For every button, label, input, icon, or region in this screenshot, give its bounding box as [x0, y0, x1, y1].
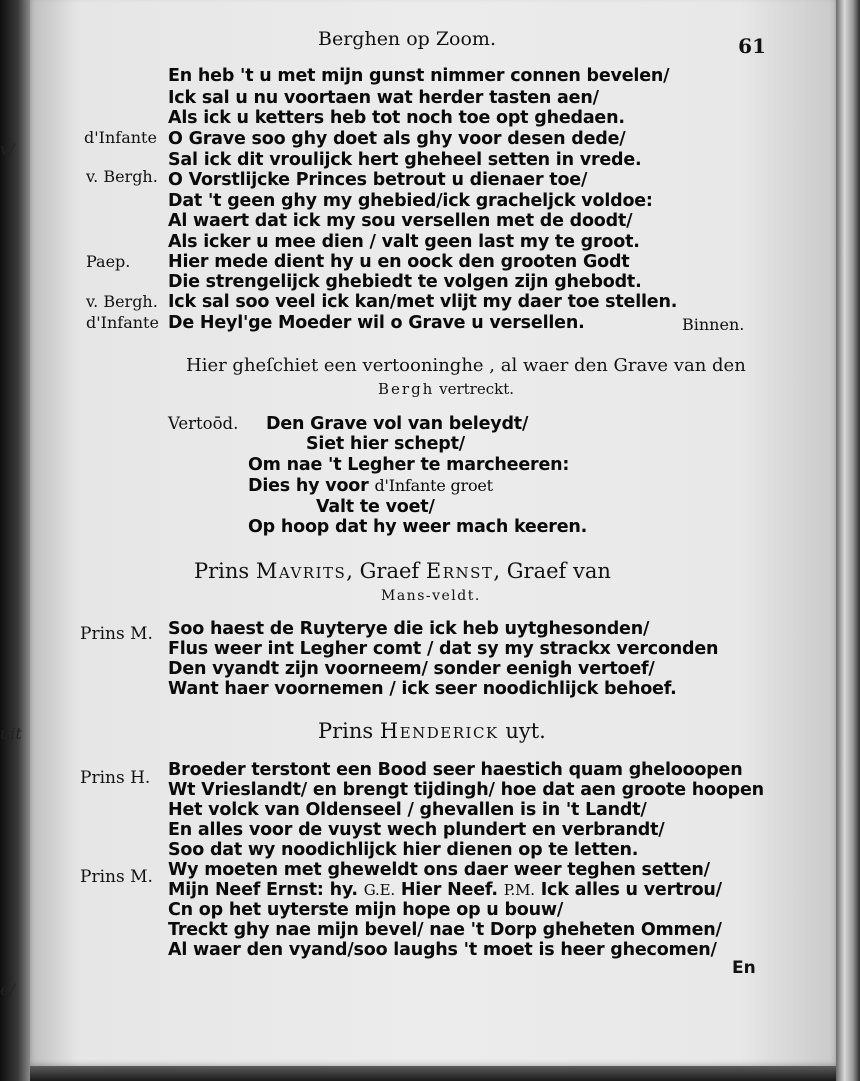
verse-line: Valt te voet/ — [316, 497, 435, 517]
page-number: 61 — [738, 34, 766, 58]
scene-heading-sub: Mans-veldt. — [381, 588, 481, 604]
verse-line: Al waer den vyand/soo laughs 't moet is heer ghecomen/ — [168, 940, 717, 960]
verse-line: Al waert dat ick my sou versellen met de doodt/ — [168, 211, 633, 231]
verse-line: En heb 't u met mijn gunst nimmer connen bevelen/ — [168, 66, 670, 86]
verse-line: Soo dat wy noodichlijck hier dienen op te letten. — [168, 840, 639, 860]
heading-part: Mavrits — [255, 559, 347, 583]
heading-part: Prins — [194, 559, 250, 583]
scan-right-edge — [836, 0, 860, 1081]
verse-line: Den Grave vol van beleydt/ — [266, 414, 529, 434]
speaker-label: d'Infante — [86, 313, 159, 332]
verse-line: Ick sal soo veel ick kan/met vlijt my daer toe stellen. — [168, 292, 678, 312]
verse-line: Op hoop dat hy weer mach keeren. — [248, 517, 588, 537]
adjacent-page-fragment: e/ — [0, 980, 15, 999]
heading-part: Ernst — [425, 559, 494, 583]
heading-part: uyt. — [505, 719, 546, 743]
speaker-label: Paep. — [86, 252, 131, 271]
heading-part: Prins — [318, 719, 374, 743]
speaker-label: Prins M. — [80, 867, 153, 887]
verse-text: Hier Neef. — [400, 880, 498, 900]
verse-line: Hier mede dient hy u en oock den grooten Godt — [168, 252, 630, 272]
verse-line: De Heyl'ge Moeder wil o Grave u versellen. — [168, 313, 585, 333]
verse-line: Die strengelijck ghebiedt te volgen zijn ghebodt. — [168, 272, 642, 292]
verse-line: Flus weer int Legher comt / dat sy my strackx verconden — [168, 639, 719, 659]
stage-direction-text: vertreckt. — [439, 380, 515, 398]
running-head: Berghen op Zoom. — [318, 28, 496, 50]
verse-line: Als icker u mee dien / valt geen last my te groot. — [168, 232, 640, 252]
scan-bottom-edge — [30, 1066, 836, 1081]
verse-line: Den vyandt zijn voorneem/ sonder eenigh vertoef/ — [168, 659, 655, 679]
verse-text: Dies hy voor — [248, 476, 369, 496]
stage-direction-line: Hier gheſchiet een vertooninghe , al waer den Grave van den — [186, 355, 746, 376]
verse-text: Ick alles u vertrou/ — [540, 880, 722, 900]
verse-line: Wt Vrieslandt/ en brengt tijdingh/ hoe dat aen groote hoopen — [168, 780, 764, 800]
verse-line: Siet hier schept/ — [306, 434, 465, 454]
heading-part: , Graef — [346, 559, 420, 583]
verse-line: Dat 't geen ghy my ghebied/ick gracheljck voldoe: — [168, 191, 653, 211]
verse-line: Om nae 't Legher te marcheeren: — [248, 455, 570, 475]
speaker-label: Prins M. — [80, 624, 153, 644]
inline-roman: d'Infante groet — [374, 476, 493, 495]
speaker-label: v. Bergh. — [86, 167, 158, 186]
verse-line: Cn op het uyterste mijn hope op u bouw/ — [168, 900, 564, 920]
verse-line: Want haer voornemen / ick seer noodichlijck behoef. — [168, 679, 677, 699]
inline-roman: G.E. — [363, 881, 395, 899]
verse-line: Soo haest de Ruyterye die ick heb uytghesonden/ — [168, 619, 650, 639]
stage-exit: Binnen. — [682, 315, 745, 334]
verse-line: Treckt ghy nae mijn bevel/ nae 't Dorp gheheten Ommen/ — [168, 920, 722, 940]
verse-line: Ick sal u nu voortaen wat herder tasten aen/ — [168, 88, 599, 108]
verse-line: O Vorstlijcke Princes betrout u dienaer toe/ — [168, 170, 588, 190]
scan-left-edge — [0, 0, 30, 1081]
speaker-label: Prins H. — [80, 768, 151, 788]
stage-direction-name: Bergh — [378, 380, 435, 398]
scene-heading — [194, 559, 611, 583]
heading-part: , Graef van — [493, 559, 611, 583]
scene-heading — [318, 719, 546, 743]
verse-line: Broeder terstont een Bood seer haestich quam ghelooopen — [168, 760, 743, 780]
stage-direction-line — [378, 380, 514, 398]
verse-line: Wy moeten met gheweldt ons daer weer teghen setten/ — [168, 860, 710, 880]
verse-line: O Grave soo ghy doet als ghy voor desen dede/ — [168, 129, 626, 149]
speaker-label: d'Infante — [84, 128, 157, 147]
verse-line — [248, 476, 493, 496]
verse-line — [168, 880, 722, 900]
heading-part: Henderick — [379, 719, 499, 743]
verse-text: Mijn Neef Ernst: hy. — [168, 880, 358, 900]
verse-line: En alles voor de vuyst wech plundert en verbrandt/ — [168, 820, 665, 840]
verse-line: Als ick u ketters heb tot noch toe opt ghedaen. — [168, 108, 625, 128]
verse-line: Sal ick dit vroulijck hert gheheel setten in vrede. — [168, 150, 642, 170]
catchword: En — [732, 958, 756, 978]
vertoond-label: Vertoōd. — [168, 414, 239, 433]
verse-line: Het volck van Oldenseel / ghevallen is in 't Landt/ — [168, 800, 647, 820]
adjacent-page-fragment: v/ — [0, 140, 15, 159]
inline-roman: P.M. — [503, 881, 535, 899]
adjacent-page-fragment: uit — [0, 724, 22, 743]
speaker-label: v. Bergh. — [86, 292, 158, 311]
